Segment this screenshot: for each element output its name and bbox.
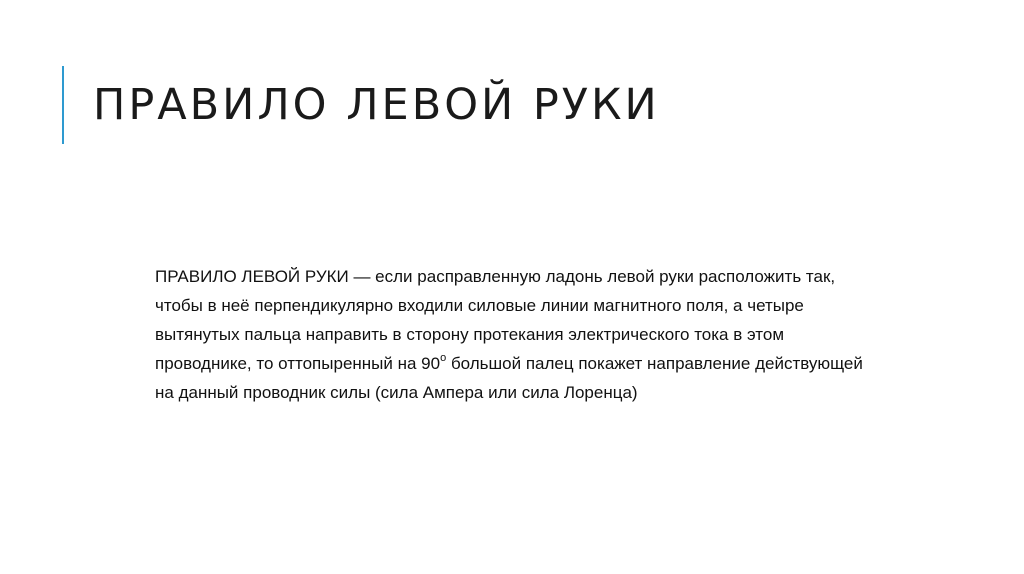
definition-line-4-end: большой палец покажет направление действующей	[446, 354, 863, 373]
slide-title: ПРАВИЛО ЛЕВОЙ РУКИ	[93, 80, 660, 130]
title-accent-bar	[62, 66, 64, 144]
definition-line-3: вытянутых пальца направить в сторону протекания электрического тока в этом	[155, 325, 785, 344]
degree-superscript: о	[440, 352, 447, 365]
definition-line-5: на данный проводник силы (сила Ампера или сила Лоренца)	[155, 383, 638, 402]
definition-line-1: ПРАВИЛО ЛЕВОЙ РУКИ — если расправленную ладонь левой руки расположить так,	[155, 267, 836, 286]
definition-line-4-start: проводнике, то оттопыренный на 90	[155, 354, 441, 373]
definition-paragraph	[155, 262, 915, 407]
definition-line-2: чтобы в неё перпендикулярно входили силовые линии магнитного поля, а четыре	[155, 296, 804, 315]
definition-line-4	[155, 354, 863, 373]
